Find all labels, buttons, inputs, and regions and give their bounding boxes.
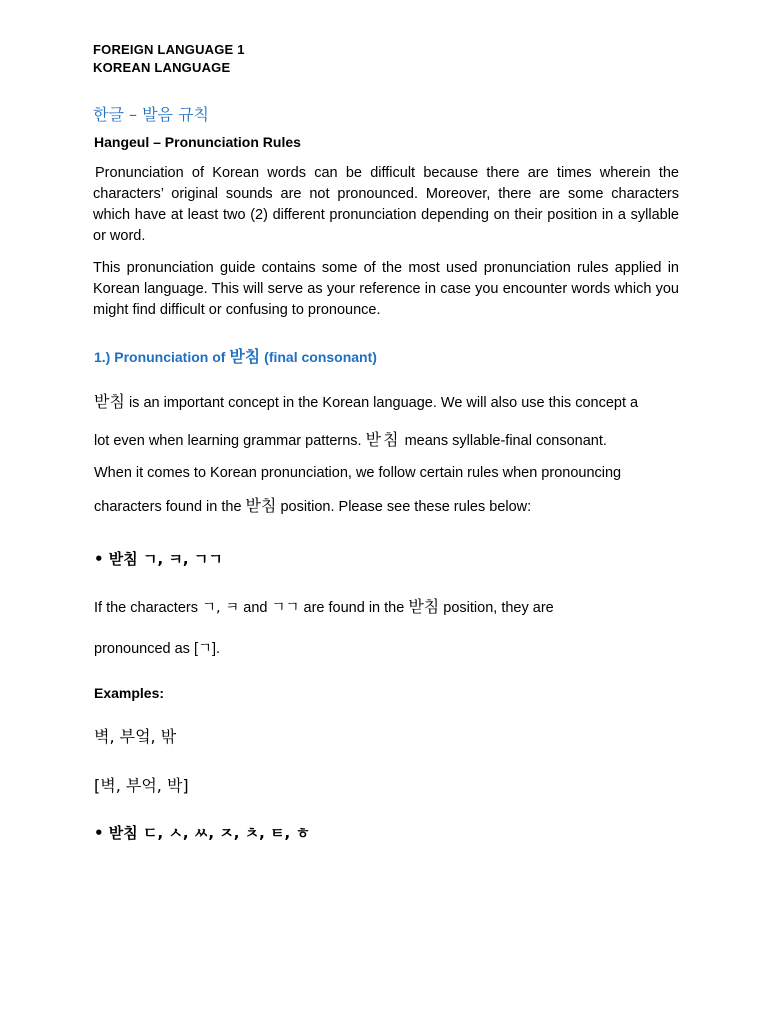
section-1-line-1 xyxy=(94,391,638,414)
rule-1-chars-b: ㄱㄱ xyxy=(271,600,300,616)
section-1-heading-prefix: 1.) Pronunciation of xyxy=(94,349,230,365)
rule-1-text-c: are found in the xyxy=(299,600,409,616)
examples-pronunciation: [벽, 부억, 박] xyxy=(94,776,189,795)
rule-1-description-line-2 xyxy=(94,639,220,660)
rule-1-line2-text: pronounced as [ xyxy=(94,641,198,657)
title-english: Hangeul – Pronunciation Rules xyxy=(94,134,301,150)
batchim-term: 받침 xyxy=(408,597,440,616)
section-1-line-2-text: lot even when learning grammar patterns. xyxy=(94,433,366,449)
intro-paragraph-2: This pronunciation guide contains some of the most used pronunciation rules applied in Korean language. This will serve as your reference in case you encounter words which you might find difficult or confusing to pronounce. xyxy=(93,260,679,318)
rule-1-text-b: and xyxy=(239,600,272,616)
section-1-heading-suffix: (final consonant) xyxy=(260,349,377,365)
section-1-line-4-text-end: position. Please see these rules below: xyxy=(276,499,532,515)
section-1-line-2 xyxy=(94,429,607,452)
rule-1-line2-char: ㄱ xyxy=(198,641,213,657)
batchim-term: 받침 xyxy=(245,496,277,515)
header-line-1: FOREIGN LANGUAGE 1 xyxy=(93,42,245,57)
batchim-term: 받침 xyxy=(94,392,125,411)
section-1-line-4 xyxy=(94,495,531,518)
header-line-2: KOREAN LANGUAGE xyxy=(93,60,231,75)
section-1-heading-korean: 받침 xyxy=(229,347,261,366)
section-1-line-1-text: is an important concept in the Korean language. We will also use this concept a xyxy=(124,395,639,411)
batchim-term: 받침 xyxy=(365,430,401,449)
section-1-line-4-text: characters found in the xyxy=(94,499,246,515)
intro-paragraph-1: Pronunciation of Korean words can be difficult because there are times wherein the characters’ original sounds are not pronounced. Moreover, there are some characters which have at least two (2) different pronunciation depending on their position in a syllable or word. xyxy=(93,165,679,244)
examples-words: 벽, 부엌, 밖 xyxy=(94,727,177,746)
rule-1-bullet: • 받침 ㄱ, ㅋ, ㄱㄱ xyxy=(94,550,223,568)
rule-1-line2-end: ]. xyxy=(212,641,221,657)
rule-2-bullet: • 받침 ㄷ, ㅅ, ㅆ, ㅈ, ㅊ, ㅌ, ㅎ xyxy=(94,824,310,842)
rule-1-description-line-1 xyxy=(94,596,554,619)
section-1-heading xyxy=(94,344,377,367)
rule-1-text-a: If the characters xyxy=(94,600,202,616)
rule-1-chars-a: ㄱ, ㅋ xyxy=(202,600,240,616)
rule-1-text-d: position, they are xyxy=(439,600,554,616)
title-korean: 한글 – 발음 규칙 xyxy=(93,105,209,124)
section-1-line-3: When it comes to Korean pronunciation, we follow certain rules when pronouncing xyxy=(94,465,622,481)
section-1-line-2-text-end: means syllable-final consonant. xyxy=(400,433,607,449)
examples-label: Examples: xyxy=(94,685,165,701)
